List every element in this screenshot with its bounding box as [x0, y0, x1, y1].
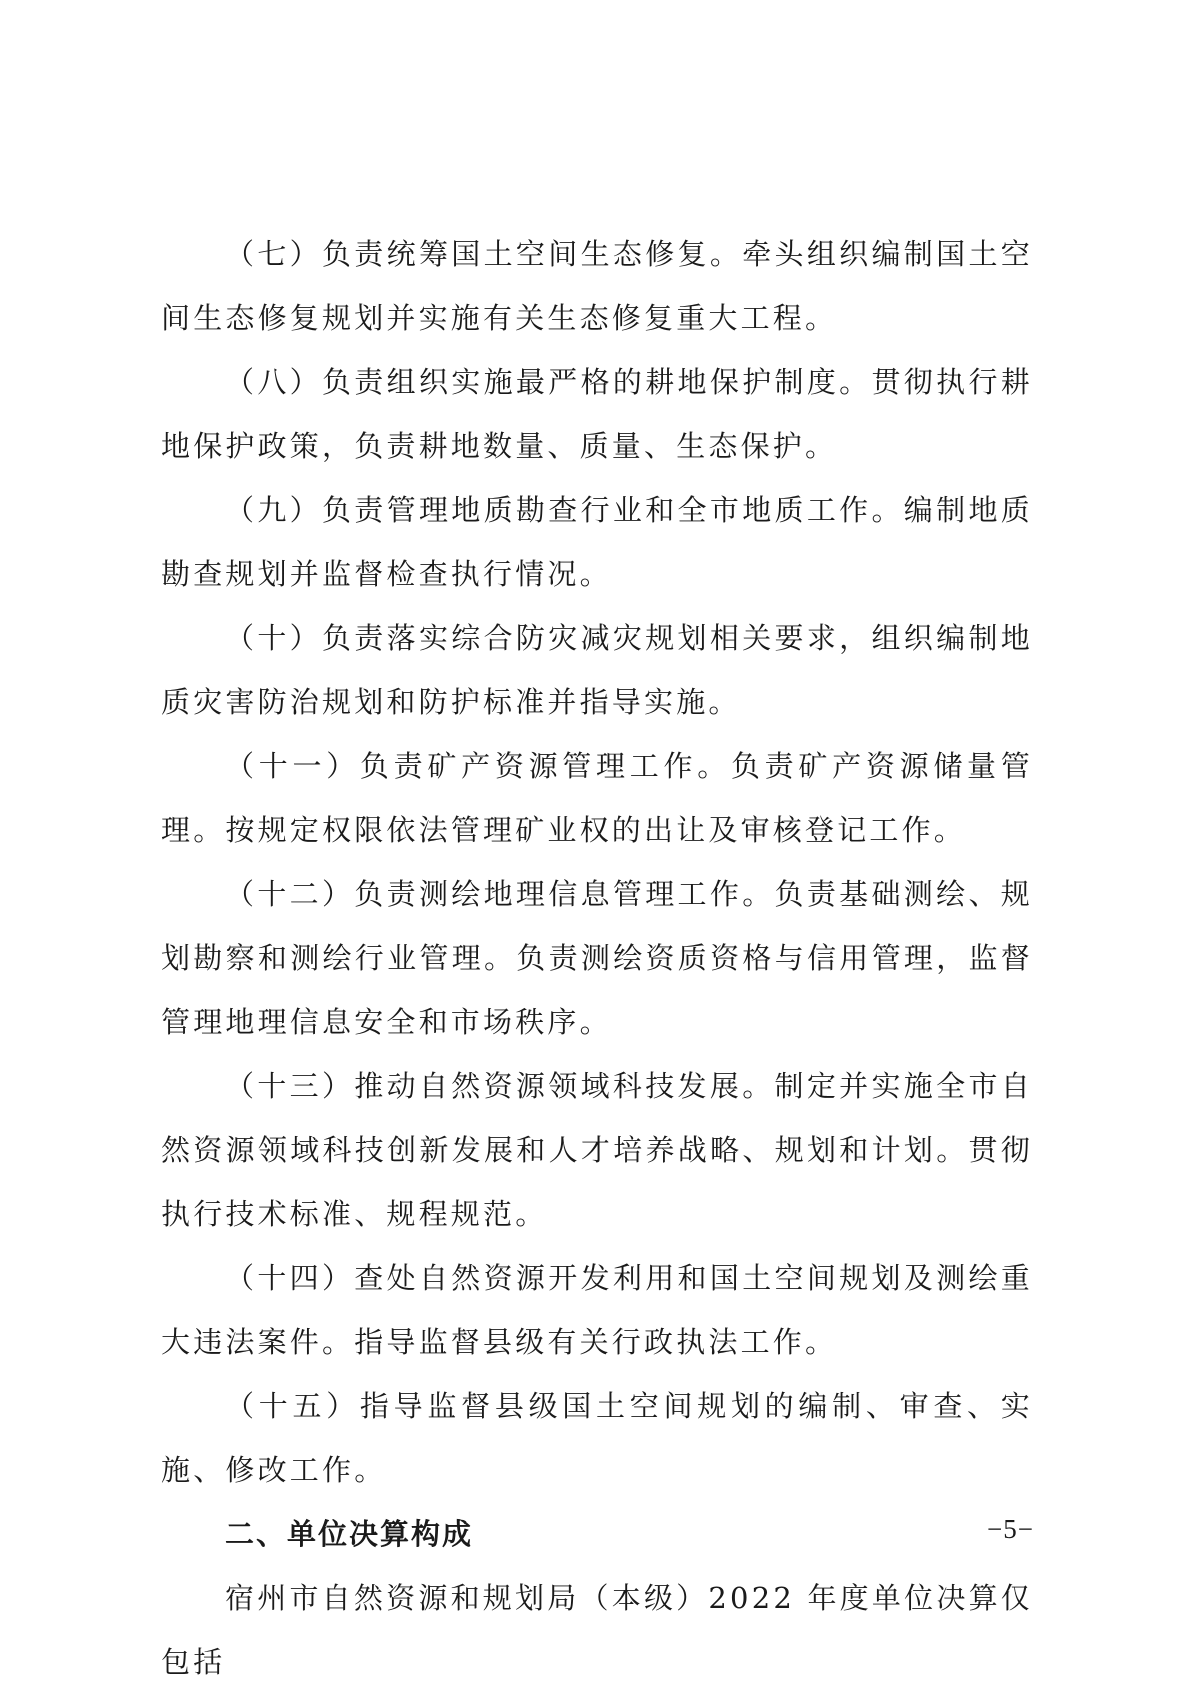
document-body: [161, 222, 1033, 1694]
section-heading: 二、单位决算构成: [225, 1517, 474, 1551]
paragraph-item-7: （七）负责统筹国土空间生态修复。牵头组织编制国土空间生态修复规划并实施有关生态修复重大工程。: [161, 237, 1033, 335]
paragraph-item-9: （九）负责管理地质勘查行业和全市地质工作。编制地质勘查规划并监督检查执行情况。: [161, 493, 1033, 591]
paragraph-item-10: （十）负责落实综合防灾减灾规划相关要求，组织编制地质灾害防治规划和防护标准并指导实施。: [161, 621, 1033, 719]
paragraph-item-13: （十三）推动自然资源领域科技发展。制定并实施全市自然资源领域科技创新发展和人才培养战略、规划和计划。贯彻执行技术标准、规程规范。: [161, 1069, 1033, 1231]
paragraph-item-8: （八）负责组织实施最严格的耕地保护制度。贯彻执行耕地保护政策，负责耕地数量、质量、生态保护。: [161, 365, 1033, 463]
paragraph-item-12: （十二）负责测绘地理信息管理工作。负责基础测绘、规划勘察和测绘行业管理。负责测绘资质资格与信用管理，监督管理地理信息安全和市场秩序。: [161, 877, 1033, 1039]
paragraph-item-14: （十四）查处自然资源开发利用和国土空间规划及测绘重大违法案件。指导监督县级有关行政执法工作。: [161, 1261, 1033, 1359]
page-number: −5−: [987, 1514, 1034, 1544]
closing-paragraph: 宿州市自然资源和规划局（本级）2022 年度单位决算仅包括: [161, 1581, 1033, 1679]
paragraph-item-11: （十一）负责矿产资源管理工作。负责矿产资源储量管理。按规定权限依法管理矿业权的出让及审核登记工作。: [161, 749, 1033, 847]
paragraph-item-15: （十五）指导监督县级国土空间规划的编制、审查、实施、修改工作。: [161, 1389, 1033, 1487]
